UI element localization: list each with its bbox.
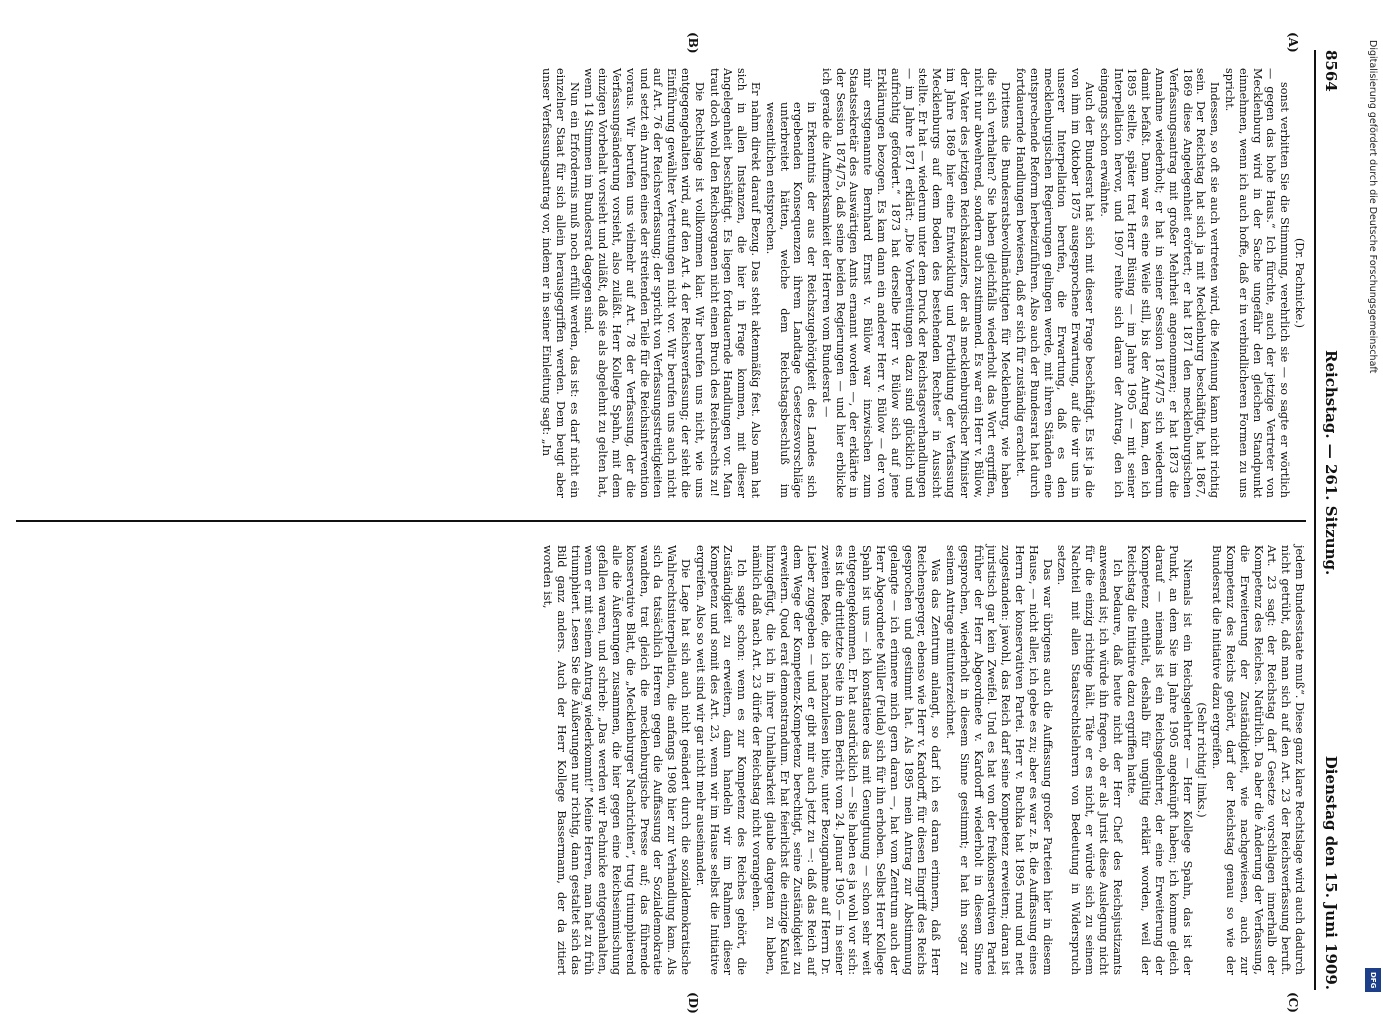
rotated-page-content [10, 32, 1340, 1014]
paragraph: Das war übrigens auch die Auffassung großer Parteien hier in diesem Hause, — nicht aller, ich gebe es zu; aber es war z. B. die Auffassung eines Herrn der konservativen Partei. Herr v. Buchka hat 1895 rund und nett zugestanden: jawohl, das Reich darf seine Kompetenz erweitern; daran ist juristisch gar kein Zweifel. Und es hat von der freikonservativen Partei früher der Herr Abgeordnete v. Kardorff wiederholt in diesem Sinne gesprochen, wiederholt in diesem Sinne gestimmt; er hat ihn sogar zu seinem Antrage mitunterzeichnet. [944, 545, 1054, 975]
paragraph: Ich sagte schon: wenn es zur Kompetenz des Reiches gehört, die Zuständigkeit zu erweitern, dann handeln wir im Rahmen dieser Kompetenz und somit des Art. 23, wenn wir im Hause selbst die Initiative ergreifen. Also so weit sind wir gar nicht mehr auseinander. [693, 545, 749, 975]
paragraph: Auch der Bundesrat hat sich mit dieser Frage beschäftigt. Es ist ja die von ihm im Oktober 1875 ausgesprochene Erwartung, auf die wir uns in unserer Interpellation berufen, die Erwartung, daß es den mecklenburgischen Regierungen gelingen werde, mit ihren Ständen eine entsprechende Reform herbeizuführen. Also auch der Bundesrat hat durch fortdauernde Handlungen bewiesen, daß er sich für zuständig erachtet. [1014, 68, 1097, 498]
margin-mark-d: (D) [686, 992, 700, 1014]
running-header [1318, 50, 1340, 990]
paragraph: jedem Bundesstaate muß“. Diese ganz klare Rechtslage wird auch dadurch nicht getrübt, daß man sich auf den Art. 23 der Reichsverfassung beruft. Art. 23 sagt: der Reichstag darf Gesetze vorschlagen innerhalb der Kompetenz des Reiches. Natürlich. Da aber die Änderung der Verfassung, die Erweiterung der Zuständigkeit, wie nachgewiesen, auch zur Kompetenz des Reichs gehört, darf der Reichstag genau so wie der Bundesrat die Initiative dazu ergreifen. [1210, 545, 1306, 975]
session-date: Dienstag den 15. Juni 1909. [1322, 755, 1340, 990]
column-divider [16, 520, 1306, 522]
paragraph: Indessen, so oft sie auch vertreten wird, die Meinung kann nicht richtig sein. Der Reichstag hat sich ja mit Mecklenburg beschäftigt, hat 1867, 1869 diese Angelegenheit erörtert; er hat 1871 den mecklenburgischen Verfassungsantrag mit großer Mehrheit angenommen; er hat 1873 die Annahme wiederholt; er hat in seiner Session 1874/75 sich wiederum damit befaßt. Dann war es eine Weile still, bis der Antrag kam, den ich 1895 stellte, später trat Herr Büsing — im Jahre 1905 — mit seiner Interpellation hervor, und 1907 reihte sich daran der Antrag, den ich eingangs schon erwähnte. [1097, 68, 1222, 498]
quote-block: in Erkenntnis der aus der Reichszugehörigkeit des Landes sich ergebenden Konsequenzen ihrem Landtage Gesetzesvorschläge unterbreitet hätten, welche dem Reichstagsbeschluß im wesentlichen entsprechen. [763, 102, 819, 498]
paragraph: Nun ein Erfordernis muß noch erfüllt werden, das ist: es darf nicht ein einzelner Staat für sich allein herausgegriffen werden. Dem beugt aber unser Verfassungsantrag vor, indem er in seiner Einleitung sagt: „In [539, 68, 581, 498]
dfg-logo [1365, 968, 1381, 992]
paragraph: Die Rechtslage ist vollkommen klar. Wir berufen uns nicht, wie uns entgegengehalten wird, auf den Art. 4 der Reichsverfassung; der sieht die Einführung gewählter Vertretungen nicht vor. Wir berufen uns auch nicht auf Art. 76 der Reichsverfassung; der spricht von Verfassungsstreitigkeiten und setzt ein Anrufen eines der streitenden Teile für die Reichsintervention voraus. Wir berufen uns vielmehr auf Art. 78 der Verfassung, der die Verfassungsänderung vorsieht, also zuläßt. Herr Kollege Spahn, mit dem einzigen Vorbehalt vorsieht und zuläßt, daß sie als abgelehnt zu gelten hat, wenn 14 Stimmen im Bundesrat dagegen sind. [582, 68, 706, 498]
paragraph: Drittens die Bundesratsbevollmächtigten für Mecklenburg, wie haben die sich verhalten? Sie haben gleichfalls wiederholt das Wort ergriffen, nicht nur abwehrend, sondern auch zustimmend. Es war ein Herr v. Bülow, der Vater des jetzigen Reichskanzlers, der als mecklenburgischer Minister im Jahre 1869 hier eine Entwicklung und Fortbildung der Verfassung Mecklenburgs auf dem Boden des bestehenden Rechtes“ in Aussicht stellte. Er hat — wiederum unter dem Druck der Reichstagsverhandlungen — im Jahre 1871 erklärt: „Die Vorbereitungen dazu sind glücklich und aufrichtig gefördert.“ 1873 hat derselbe Herr v. Bülow sich auf jene Erklärungen bezogen. Es kam dann ein anderer Herr v. Bülow — der von mir erstgenannte Bernhard Ernst v. Bülow war inzwischen zum Staatssekretär des Auswärtigen Amts ernannt worden —, der erklärte in der Session 1874/75, daß seine beiden Regierungen — und hier erblicke ich gerade die Aufmerksamkeit der Herren vom Bundesrat — [819, 68, 1013, 498]
header-rule [1314, 50, 1316, 990]
speaker-label: (Dr. Pachnicke.) [1293, 237, 1306, 329]
credit-text: Digitalisierung gefördert durch die Deutsche Forschungsgemeinschaft [1367, 40, 1378, 374]
session-title: Reichstag. — 261. Sitzung. [1322, 350, 1340, 576]
paragraph: Er nahm direkt darauf Bezug. Das steht aktenmäßig fest. Also man hat sich in allen Instanzen, die hier in Frage kommen, mit dieser Angelegenheit beschäftigt. Es liegen fortdauernde Handlungen vor. Man traut doch wohl den Reichsorganen nicht einen Bruch des Reichsrechts zu! [707, 68, 762, 498]
margin-mark-b: (B) [686, 32, 700, 54]
page-number: 8564 [1322, 50, 1340, 92]
digitization-credit [1364, 40, 1380, 990]
paragraph: Ich bedaure, daß heute nicht der Herr Chef des Reichsjustizamts anwesend ist; ich würde ihn fragen, ob er als Jurist diese Auslegung nicht für die einzig richtige hält. Täte er es nicht, er würde sich zu seinem Nachteil mit allen Staatsrechtslehrern von Bedeutung in Widerspruch setzen. [1055, 545, 1124, 975]
right-column [539, 545, 1306, 975]
margin-mark-c: (C) [1286, 992, 1300, 1013]
interjection: (Sehr richtig! links.) [1195, 702, 1209, 818]
paragraph: Niemals ist ein Reichsgelehrter — Herr Kollege Spahn, das ist der Punkt, an dem Sie im Jahre 1905 angeknüpft haben; ich komme gleich darauf — niemals ist ein Reichsgelehrter, der eine Erweiterung der Kompetenz enthielt, deshalb für ungültig erklärt worden, weil der Reichstag die Initiative dazu ergriffen hatte. [1125, 545, 1194, 975]
paragraph: Was das Zentrum anlangt, so darf ich es daran erinnern, daß Herr Reichensperger, ebenso wie Herr v. Kardorff, für diesen Eingriff des Reichs gesprochen und gestimmt hat. Als 1895 mein Antrag zur Abstimmung gelangte — ich erinnere mich gern daran —, hat vom Zentrum auch der Herr Abgeordnete Müller (Fulda) sich für ihn erhoben. Selbst Herr Kollege Spahn ist uns — ich konstatiere das mit Genugtuung — schon sehr weit entgegengekommen. Er hat ausdrücklich — Sie haben es ja wohl vor sich: es ist die drittletzte Seite in dem Bericht vom 24. Januar 1905 — in seiner zweiten Rede, die ich nachzulesen bitte, unter Bezugnahme auf Herrn Dr. Lieber zugegeben — und er gibt mir auch jetzt zu —: daß das Reich auf dem Wege der Kompetenz-Kompetenz berechtigt, seine Zuständigkeit zu erweitern. Quod erat demonstrandum. Er hat feierlichst die einzige Kautel hinzugefügt, die ich in ihrer Unhaltbarkeit glaube dargetan zu haben, nämlich daß nach Art. 23 dürfe der Reichstag nicht vorangehen. [749, 545, 943, 975]
paragraph: Die Lage hat sich auch nicht geändert durch die sozialdemokratische Wahlrechtsinterpellation, die anfangs 1908 hier zur Verhandlung kam. Als sich da tatsächlich Herren gegen die Auffassung der Sozialdemokratie wandten, trat gleich die mecklenburgische Presse auf; das führende konservative Blatt, die „Mecklenburger Nachrichten“, trug triumphierend alle die Äußerungen zusammen, die hier gegen eine Reichseinmischung gefallen waren, und schrieb: „Das werden wir Pachnicke entgegenhalten, wenn er mit seinem Antrag wiederkommt!“ Meine Herren, man hat zu früh triumphiert. Lesen Sie die Äußerungen nur richtig, dann gestaltet sich das Bild ganz anders. Auch der Herr Kollege Bassermann, der da zitiert worden ist, [540, 545, 692, 975]
logo-text: DFG [1369, 971, 1377, 989]
margin-mark-a: (A) [1286, 32, 1300, 53]
left-column [538, 68, 1306, 498]
paragraph: sonst verbitten Sie die Stimmung, verehrlich sie — so sagte er wörtlich — gegen das hohe Haus.“ Ich fürchte, auch der jetzige Vertreter von Mecklenburg wird in der Sache ungefähr den gleichen Standpunkt einnehmen, wenn ich auch hoffe, daß er in verbindlicheren Formen zu uns spricht. [1223, 68, 1292, 498]
